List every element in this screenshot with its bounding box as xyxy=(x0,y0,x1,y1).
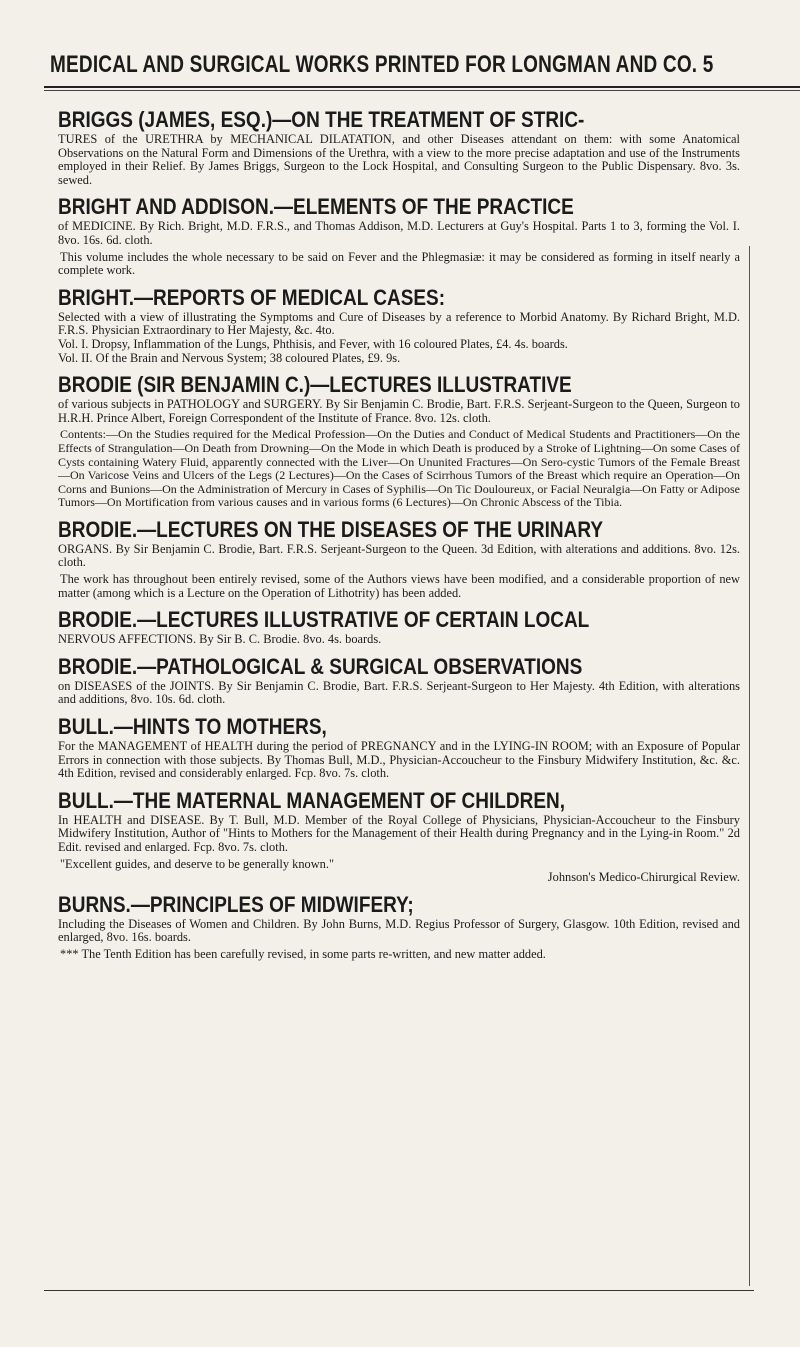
entry-quote: "Excellent guides, and deserve to be generally known." xyxy=(60,856,335,871)
running-head: MEDICAL AND SURGICAL WORKS PRINTED FOR LONGMAN AND CO. 5 xyxy=(50,52,714,79)
entry-title: BRODIE (SIR BENJAMIN C.)—LECTURES ILLUSTRATIVE xyxy=(58,373,572,398)
entry-note: The work has throughout been entirely revised, some of the Authors views have been modified, and a considerable proportion of new matter (among which is a Lecture on the Operation of Lithotrity) has been added. xyxy=(58,572,740,600)
header-rule xyxy=(44,86,800,88)
entry-description: Selected with a view of illustrating the Symptoms and Cure of Diseases by a reference to Morbid Anatomy. By Richard Bright, M.D. F.R.S. Physician Extraordinary to Her Majesty, &c. 4to. xyxy=(58,309,740,338)
entry-description: ORGANS. By Sir Benjamin C. Brodie, Bart. F.R.S. Serjeant-Surgeon to the Queen. 3d Edition, with alterations and additions. 8vo. 12s. cloth. xyxy=(58,541,740,570)
margin-rule xyxy=(749,246,750,1286)
entry-title: BRIGGS (JAMES, ESQ.)—ON THE TREATMENT OF STRIC- xyxy=(58,108,585,133)
catalogue-entry xyxy=(58,286,740,365)
catalogue-entry xyxy=(58,655,740,707)
entry-title: BRODIE.—LECTURES ON THE DISEASES OF THE URINARY xyxy=(58,517,604,543)
catalogue-entry xyxy=(58,518,740,600)
entry-title: BRODIE.—LECTURES ILLUSTRATIVE OF CERTAIN LOCAL xyxy=(58,608,590,634)
catalogue-body xyxy=(58,100,740,962)
catalogue-entry xyxy=(58,715,740,781)
catalogue-entry xyxy=(58,789,740,885)
entry-volume: Vol. I. Dropsy, Inflammation of the Lungs, Phthisis, and Fever, with 16 coloured Plates, £4. 4s. boards. xyxy=(58,336,568,351)
catalogue-entry xyxy=(58,108,740,187)
entry-description: In HEALTH and DISEASE. By T. Bull, M.D. Member of the Royal College of Physicians, Physician-Accoucheur to the Finsbury Midwifery Institution, Author of "Hints to Mothers for the Management of their Health during Pregnancy and in the Lying-in Room." 2d Edit. revised and enlarged. Fcp. 8vo. 7s. cloth. xyxy=(58,812,740,854)
footer-rule xyxy=(44,1290,754,1291)
catalogue-entry xyxy=(58,373,740,510)
entry-quote-source: Johnson's Medico-Chirurgical Review. xyxy=(547,870,740,885)
entry-title: BULL.—THE MATERNAL MANAGEMENT OF CHILDREN, xyxy=(58,788,565,814)
entry-description: of MEDICINE. By Rich. Bright, M.D. F.R.S., and Thomas Addison, M.D. Lecturers at Guy's Hospital. Parts 1 to 3, forming the Vol. I. 8vo. 16s. 6d. cloth. xyxy=(58,219,740,247)
entry-contents: Contents:—On the Studies required for the Medical Profession—On the Duties and Conduct of Medical Students and Practitioners—On the Effects of Strangulation—On Death from Drowning—On the Mode in which Death is produced by a Stroke of Lightning—On some Cases of Cysts containing Watery Fluid, apparently connected with the Liver—On Ununited Fractures—On Sero-cystic Tumors of the Female Breast—On Varicose Veins and Ulcers of the Legs (2 Lectures)—On the Cases of Scirrhous Tumors of the Breast which require an Operation—On Corns and Bunions—On the Administration of Mercury in Cases of Syphilis—On Tic Douloureux, or Facial Neuralgia—On Fatty or Adipose Tumors—On Mortification from various causes and in various forms (6 Lectures)—On Chronic Abscess of the Tibia. xyxy=(58,427,740,510)
entry-volume: Vol. II. Of the Brain and Nervous System; 38 coloured Plates, £9. 9s. xyxy=(58,350,401,365)
entry-title: BRODIE.—PATHOLOGICAL & SURGICAL OBSERVATIONS xyxy=(58,654,583,680)
entry-title: BRIGHT AND ADDISON.—ELEMENTS OF THE PRACTICE xyxy=(58,195,574,221)
catalogue-entry xyxy=(58,195,740,277)
entry-title: BULL.—HINTS TO MOTHERS, xyxy=(58,715,327,740)
entry-description: Including the Diseases of Women and Children. By John Burns, M.D. Regius Professor of Surgery, Glasgow. 10th Edition, revised and enlarged, 8vo. 16s. boards. xyxy=(58,916,740,945)
entry-title: BRIGHT.—REPORTS OF MEDICAL CASES: xyxy=(58,285,446,311)
entry-description: NERVOUS AFFECTIONS. By Sir B. C. Brodie. 8vo. 4s. boards. xyxy=(58,632,382,647)
entry-title: BURNS.—PRINCIPLES OF MIDWIFERY; xyxy=(58,892,414,918)
entry-description: For the MANAGEMENT of HEALTH during the period of PREGNANCY and in the LYING-IN ROOM; with an Exposure of Popular Errors in connection with those subjects. By Thomas Bull, M.D., Physician-Accoucheur to the Finsbury Midwifery Institution, &c. &c. 4th Edition, revised and considerably enlarged. Fcp. 8vo. 7s. cloth. xyxy=(58,739,740,781)
entry-note: This volume includes the whole necessary to be said on Fever and the Phlegmasiæ: it may be considered as forming in itself nearly a complete work. xyxy=(58,249,740,278)
header-rule-thin xyxy=(44,90,800,91)
entry-description: TURES of the URETHRA by MECHANICAL DILATATION, and other Diseases attendant on them: with some Anatomical Observations on the Natural Form and Dimensions of the Urethra, with a view to the more precise adaptation and use of the Instruments employed in their Relief. By James Briggs, Surgeon to the Lock Hospital, and Consulting Surgeon to the Public Dispensary. 8vo. 3s. sewed. xyxy=(58,132,740,187)
catalogue-entry xyxy=(58,893,740,962)
entry-description: of various subjects in PATHOLOGY and SURGERY. By Sir Benjamin C. Brodie, Bart. F.R.S. Serjeant-Surgeon to the Queen, Surgeon to H.R.H. Prince Albert, Foreign Correspondent of the Institute of France. 8vo. 12s. cloth. xyxy=(58,397,740,425)
catalogue-entry xyxy=(58,608,740,647)
entry-description: on DISEASES of the JOINTS. By Sir Benjamin C. Brodie, Bart. F.R.S. Serjeant-Surgeon to Her Majesty. 4th Edition, with alterations and additions, 8vo. 10s. 6d. cloth. xyxy=(58,678,740,707)
entry-note: *** The Tenth Edition has been carefully revised, in some parts re-written, and new matter added. xyxy=(60,946,546,961)
